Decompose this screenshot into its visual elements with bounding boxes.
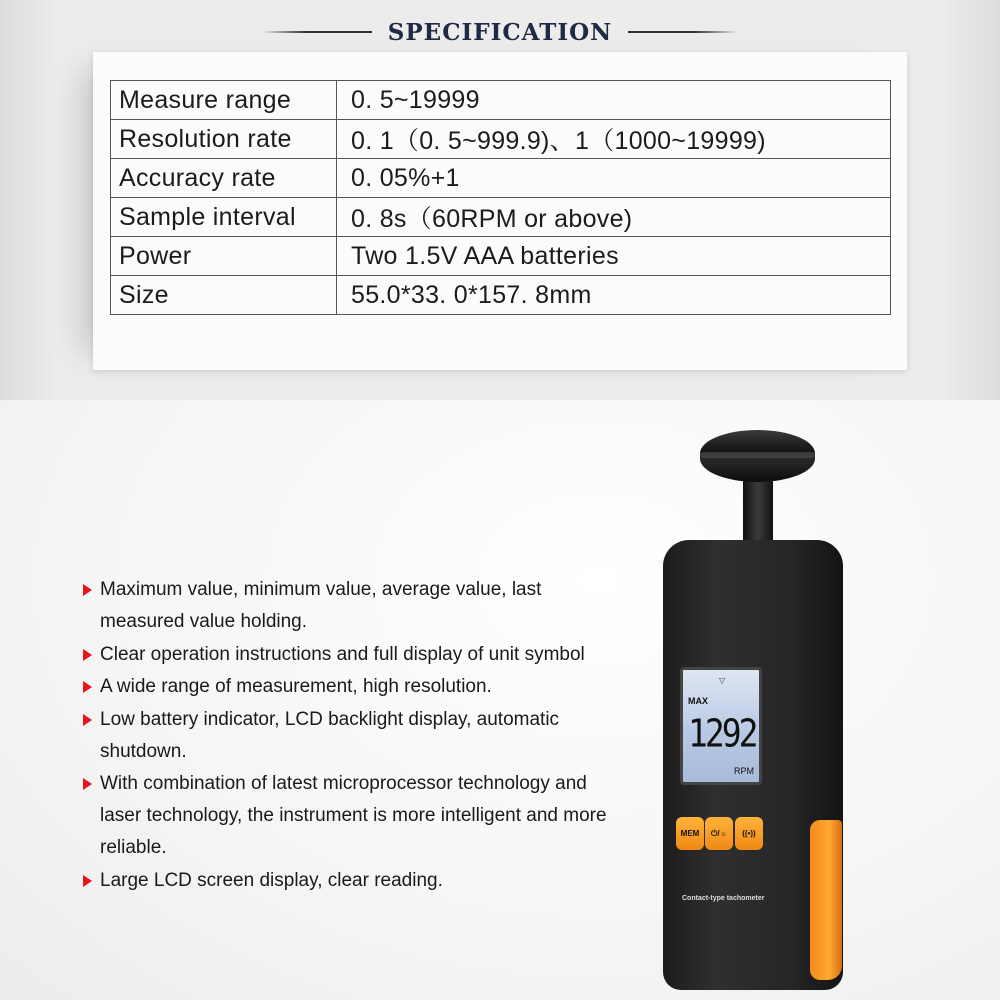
table-row <box>111 276 891 315</box>
feature-text: Large LCD screen display, clear reading. <box>100 869 443 891</box>
device-label: Contact-type tachometer <box>682 895 765 902</box>
list-item <box>83 768 623 864</box>
lcd-reading: 1292 <box>688 711 756 756</box>
list-item <box>83 671 623 703</box>
spec-key: Resolution rate <box>111 120 337 159</box>
title-row <box>0 14 1000 50</box>
page-title: SPECIFICATION <box>387 18 613 46</box>
bullet-icon <box>83 681 92 693</box>
spec-value: 0. 5~19999 <box>337 81 891 120</box>
feature-list <box>83 574 623 897</box>
title-divider-right <box>628 31 738 33</box>
list-item <box>83 574 623 638</box>
bullet-icon <box>83 778 92 790</box>
spec-value: 0. 05%+1 <box>337 159 891 198</box>
bullet-icon <box>83 584 92 596</box>
device-power-button: ⏻/☼ <box>705 817 733 850</box>
table-row <box>111 237 891 276</box>
lcd-max-label: MAX <box>688 696 708 706</box>
feature-text: Low battery indicator, LCD backlight display, automatic shutdown. <box>100 708 560 762</box>
feature-text: Maximum value, minimum value, average value, last measured value holding. <box>100 579 542 632</box>
spec-value: 0. 1（0. 5~999.9)、1（1000~19999) <box>337 120 891 159</box>
spec-key: Size <box>111 276 337 315</box>
spec-key: Sample interval <box>111 198 337 237</box>
device-lcd-screen <box>680 667 762 785</box>
lcd-unit: RPM <box>734 766 754 776</box>
device-shaft <box>743 478 773 548</box>
device-side-grip <box>810 820 842 980</box>
device-mem-button: MEM <box>676 817 704 850</box>
table-row <box>111 81 891 120</box>
table-row <box>111 159 891 198</box>
spec-value: 0. 8s（60RPM or above) <box>337 198 891 237</box>
title-divider-left <box>262 31 372 33</box>
spec-key: Measure range <box>111 81 337 120</box>
spec-key: Power <box>111 237 337 276</box>
spec-table <box>110 80 891 315</box>
spec-value: 55.0*33. 0*157. 8mm <box>337 276 891 315</box>
feature-text: With combination of latest microprocessor technology and laser technology, the instrument is more intelligent and more reliable. <box>100 773 607 858</box>
bullet-icon <box>83 875 92 887</box>
feature-text: Clear operation instructions and full display of unit symbol <box>100 643 585 665</box>
device-sound-button: ((•)) <box>735 817 763 850</box>
spec-key: Accuracy rate <box>111 159 337 198</box>
bullet-icon <box>83 649 92 661</box>
spec-value: Two 1.5V AAA batteries <box>337 237 891 276</box>
list-item <box>83 639 623 671</box>
table-row <box>111 198 891 237</box>
list-item <box>83 704 623 768</box>
bullet-icon <box>83 714 92 726</box>
device-wheel-groove <box>700 452 815 458</box>
lcd-indicator: ▽ <box>719 676 726 685</box>
list-item <box>83 865 623 897</box>
table-row <box>111 120 891 159</box>
feature-text: A wide range of measurement, high resolution. <box>100 676 492 697</box>
tachometer-device-image <box>660 430 850 990</box>
